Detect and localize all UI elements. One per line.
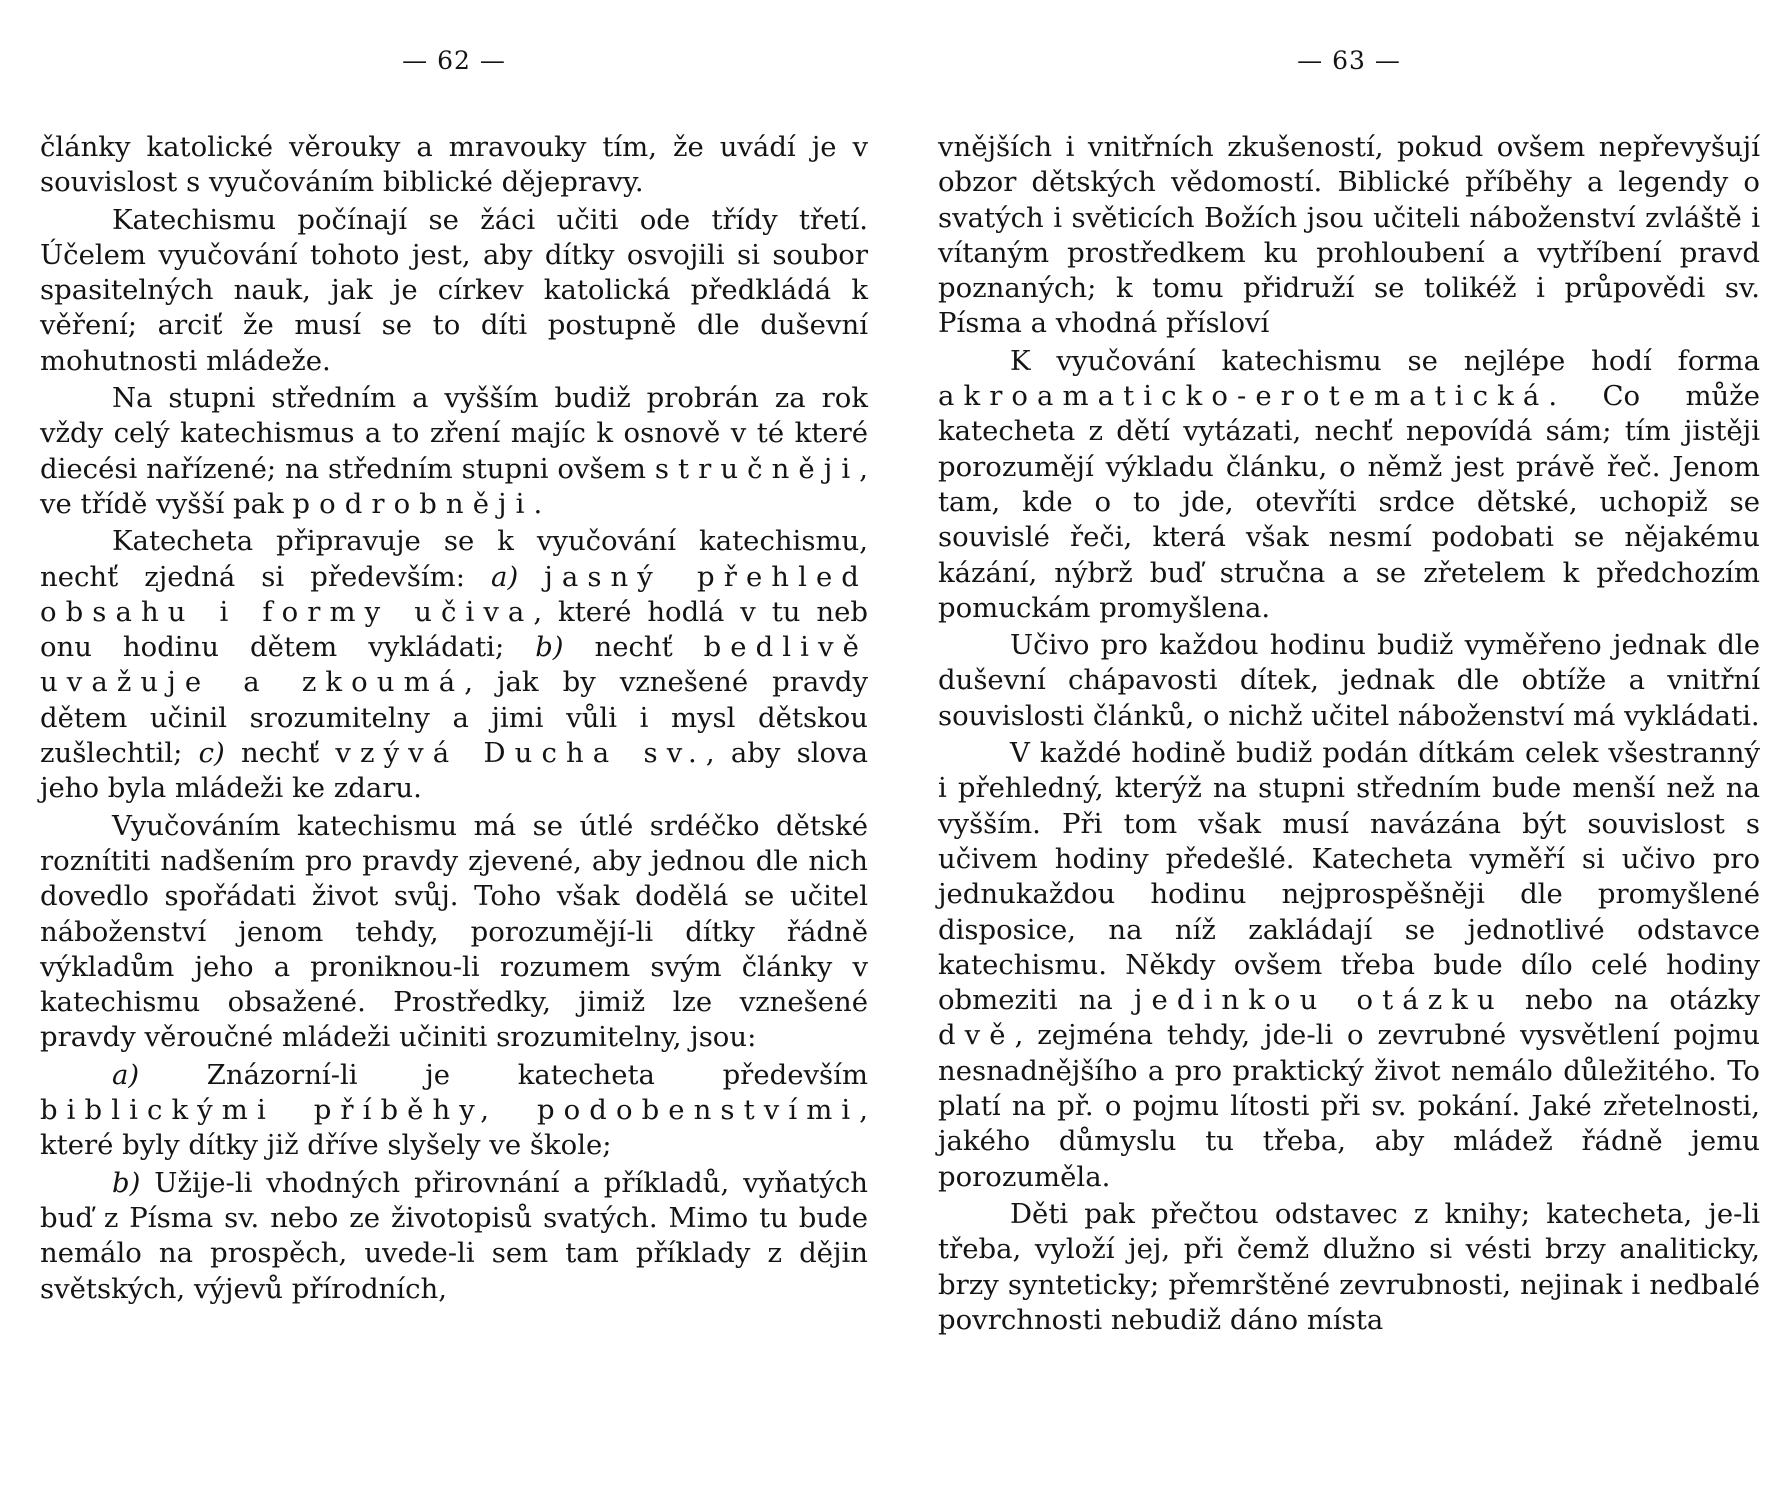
spaced-emphasis-text: jedinkou otázku (1133, 984, 1504, 1017)
text-run: Užije-li vhodných přirovnání a příkladů, vyňatých buď z Písma sv. nebo ze životopisů svatých. Mimo tu bude nemálo na prospěch, uvede-li sem tam příklady z dějin světských, výjevů přírodních, (40, 1166, 868, 1305)
spaced-emphasis-text: biblickými příběhy, podobenstvími (40, 1094, 860, 1127)
text-run: Děti pak přečtou odstavec z knihy; katecheta, je-li třeba, vyloží jej, při čemž dlužno si vésti brzy analiticky, brzy synteticky; přemrštěné zevrubnosti, nejinak i nedbalé povrchnosti nebudiž dáno místa (938, 1197, 1760, 1336)
text-run: V každé hodině budiž podán dítkám celek všestranný i přehledný, kterýž na stupni středním bude menší než na vyšším. Při tom však musí navázána být souvislost s učivem hodiny předešlé. Katecheta vyměří si učivo pro jednukaždou hodinu nejprospěšněji dle promyšlené disposice, na níž zakládají se jednotlivé odstavce katechismu. Někdy ovšem třeba bude dílo celé hodiny obmeziti na (938, 737, 1760, 1017)
paragraph (938, 1197, 1760, 1338)
spaced-emphasis-text: vzývá Ducha sv. (335, 737, 706, 770)
paragraph (40, 130, 868, 201)
text-run: články katolické věrouky a mravouky tím, že uvádí je v souvislost s vyučováním biblické dějepravy. (40, 131, 868, 199)
text-run: K vyučování katechismu se nejlépe hodí forma (1010, 344, 1760, 377)
paragraph (938, 628, 1760, 734)
spaced-emphasis-text: bedlivě uvažuje a zkoumá (40, 631, 868, 699)
paragraph (938, 130, 1760, 342)
text-run: , které byly dítky již dříve slyšely ve škole; (40, 1094, 868, 1162)
spaced-emphasis-text: stručněji (654, 452, 860, 485)
italic-marker: a) (491, 560, 519, 593)
text-run: , jak by vznešené pravdy dětem učinil srozumitelny a jimi vůli i mysl dětskou zušlechtil; (40, 666, 868, 770)
text-run: Učivo pro každou hodinu budiž vyměřeno jednak dle duševní chápavosti dítek, jednak dle obtíže a vnitřní souvislosti článků, o nichž učitel náboženství má vykládati. (938, 629, 1760, 732)
text-run: . (533, 487, 543, 520)
text-run: , zejména tehdy, jde-li o zevrubné vysvětlení pojmu nesnadnějšího a pro praktický život nemálo důležitého. To platí na př. o pojmu lítosti při sv. pokání. Jaké zřetelnosti, jakého důmyslu tu třeba, aby mládež řádně jemu porozuměla. (938, 1019, 1760, 1193)
paragraph (938, 344, 1760, 626)
spaced-emphasis-text: dvě (938, 1019, 1015, 1052)
text-run: nechť (563, 631, 704, 664)
text-run: Vyučováním katechismu má se útlé srdéčko dětské roznítiti nadšením pro pravdy zjevené, aby jednou dle nich dovedlo spořádati život svůj. Toho však dodělá se učitel náboženství jenom tehdy, porozumějí-li dítky řádně výkladům jeho a proniknou-li rozumem svým články v katechismu obsažené. Prostředky, jimiž lze vznešené pravdy věroučné mládeži učiniti srozumitelny, jsou: (40, 809, 868, 1054)
paragraph (40, 1166, 868, 1307)
text-run: nechť (224, 737, 336, 770)
spaced-emphasis-text: jasný přehled obsahu i formy učiva (40, 560, 868, 628)
text-run: Katechismu počínají se žáci učiti ode třídy třetí. Účelem vyučování tohoto jest, aby dítky osvojili si soubor spasitelných nauk, jak je církev katolická předkládá k věření; arciť že musí se to díti postupně dle duševní mohutnosti mládeže. (40, 203, 868, 377)
text-run: , aby slova jeho byla mládeži ke zdaru. (40, 737, 868, 805)
paragraph (40, 809, 868, 1056)
text-run: Katecheta připravuje se k vyučování katechismu, nechť zjedná si především: (40, 525, 868, 593)
paragraph (40, 524, 868, 806)
spaced-emphasis-text: akroamaticko-erotematická (938, 380, 1549, 413)
text-run: Na stupni středním a vyšším budiž probrán za rok vždy celý katechismus a to zření majíc k osnově v té které diecési nařízené; na středním stupni ovšem (40, 382, 868, 485)
text-run: Znázorní-li je katecheta především (139, 1058, 868, 1091)
italic-marker: b) (112, 1166, 141, 1199)
paragraph (938, 736, 1760, 1195)
spaced-emphasis-text: podrobněji (292, 487, 534, 520)
page-number-left: — 62 — (402, 46, 506, 75)
italic-marker: b) (535, 631, 564, 664)
text-run: , které hodlá v tu neb onu hodinu dětem vykládati; (40, 595, 868, 664)
text-run: , ve třídě vyšší pak (40, 452, 868, 520)
left-page-text (40, 130, 868, 1309)
text-run: nebo na otázky (1503, 984, 1761, 1017)
paragraph (40, 381, 868, 522)
page-number-right: — 63 — (1297, 46, 1401, 75)
italic-marker: a) (112, 1058, 140, 1091)
paragraph (40, 203, 868, 379)
text-run: vnějších i vnitřních zkušeností, pokud ovšem nepřevyšují obzor dětských vědomostí. Biblické příběhy a legendy o svatých i světicích Božích jsou učiteli náboženství zvláště i vítaným prostředkem ku prohloubení a vytříbení pravd poznaných; k tomu přidruží se tolikéž i průpovědi sv. Písma a vhodná přísloví (938, 131, 1760, 340)
italic-marker: c) (198, 737, 225, 770)
right-page-text (938, 130, 1760, 1340)
text-run: . Co může katecheta z dětí vytázati, nechť nepovídá sám; tím jistěji porozumějí výkladu článku, o němž jest právě řeč. Jenom tam, kde o to jde, otevříti srdce dětské, uchopiž se souvislé řeči, která však nesmí podobati se nějakému kázání, nýbrž buď stručna a se zřetelem k předchozím pomuckám promyšlena. (938, 380, 1760, 624)
text-run (518, 561, 544, 593)
paragraph (40, 1058, 868, 1164)
